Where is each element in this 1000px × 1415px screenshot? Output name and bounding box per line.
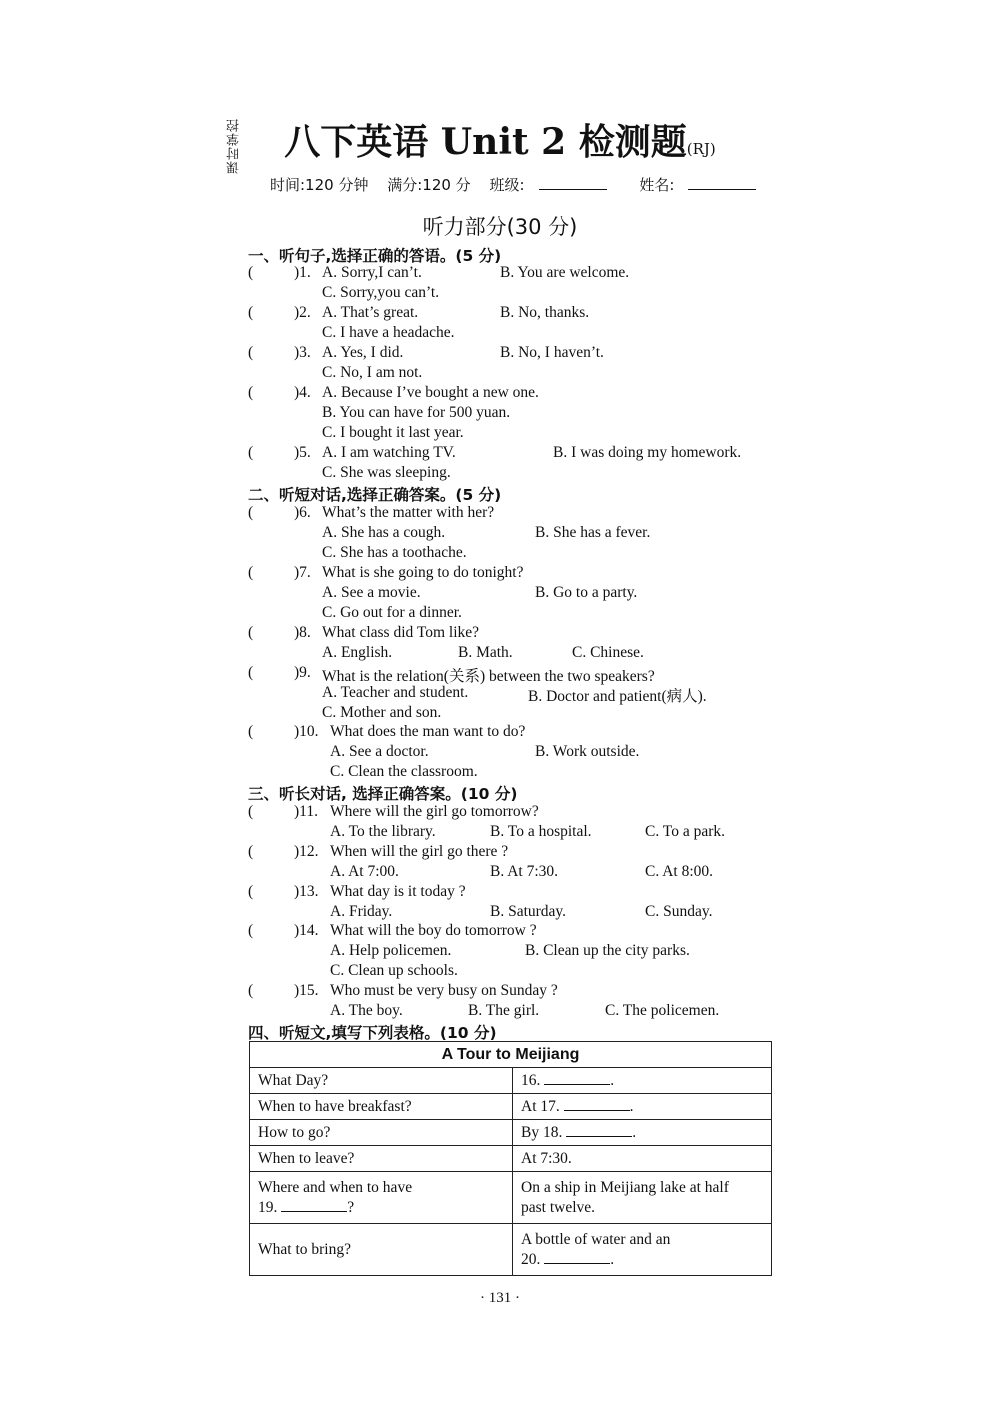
answer-paren[interactable]: ( [248,384,254,401]
option-c: C. She has a toothache. [322,544,467,561]
answer-paren[interactable]: ( [248,304,254,321]
question-number: )12. [294,843,319,860]
option-c: C. Chinese. [572,644,644,661]
option-b: B. No, I haven’t. [500,344,604,361]
table-title: A Tour to Meijiang [250,1042,772,1068]
question-number: )5. [294,444,311,461]
question-number: )8. [294,624,311,641]
question-number: )2. [294,304,311,321]
option-a: A. The boy. [330,1002,403,1019]
question-number: )4. [294,384,311,401]
question-stem: What’s the matter with her? [322,504,495,521]
table-header-row [250,1042,772,1068]
score-info: 满分:120 分 [387,176,471,194]
option-b: B. You can have for 500 yuan. [322,404,511,421]
section-2-heading: 二、听短对话,选择正确答案。(5 分) [248,486,502,504]
section-4-heading: 四、听短文,填写下列表格。(10 分) [248,1024,497,1042]
option-a: A. See a doctor. [330,743,429,760]
option-a: A. She has a cough. [322,524,446,541]
question-number: )7. [294,564,311,581]
option-a: A. See a movie. [322,584,421,601]
table-row [250,1120,772,1146]
option-b: B. To a hospital. [490,823,592,840]
section-3-heading: 三、听长对话, 选择正确答案。(10 分) [248,785,518,803]
answer-paren[interactable]: ( [248,723,254,740]
option-b: B. Doctor and patient(病人). [528,688,707,705]
question-stem: Where will the girl go tomorrow? [330,803,539,820]
option-b: B. No, thanks. [500,304,590,321]
answer-paren[interactable]: ( [248,564,254,581]
table-cell-answer: By 18. . [513,1120,772,1146]
option-a: A. Teacher and student. [322,684,469,701]
question-number: )1. [294,264,311,281]
table-cell-question: Where and when to have 19. ? [250,1172,513,1224]
answer-blank-19[interactable] [281,1198,347,1212]
option-a: A. Because I’ve bought a new one. [322,384,539,401]
table-cell-question: How to go? [250,1120,513,1146]
question-number: )3. [294,344,311,361]
question-stem: What is the relation(关系) between the two speakers? [322,668,655,685]
question-number: )10. [294,723,319,740]
option-a: A. To the library. [330,823,436,840]
question-number: )6. [294,504,311,521]
answer-paren[interactable]: ( [248,664,254,681]
option-a: A. Help policemen. [330,942,452,959]
answer-blank-20[interactable] [544,1250,610,1264]
option-a: A. Sorry,I can’t. [322,264,422,281]
option-c: C. I have a headache. [322,324,455,341]
answer-paren[interactable]: ( [248,843,254,860]
option-c: C. She was sleeping. [322,464,451,481]
side-label: 课时掌控 [227,118,242,174]
time-info: 时间:120 分钟 [270,176,369,194]
option-b: B. You are welcome. [500,264,630,281]
page-number: · 131 · [480,1290,520,1306]
table-cell-answer: At 7:30. [513,1146,772,1172]
table-cell-question: What Day? [250,1068,513,1094]
question-stem: When will the girl go there ? [330,843,509,860]
table-cell-answer: On a ship in Meijiang lake at half past twelve. [513,1172,772,1224]
answer-paren[interactable]: ( [248,803,254,820]
answer-paren[interactable]: ( [248,504,254,521]
question-stem: What is she going to do tonight? [322,564,524,581]
name-label: 姓名: [639,176,770,194]
table-cell-question: What to bring? [250,1224,513,1276]
option-a: A. I am watching TV. [322,444,456,461]
question-number: )11. [294,803,318,820]
option-a: A. Friday. [330,903,393,920]
title-text: 八下英语 Unit 2 检测题 [284,121,687,163]
option-b: B. I was doing my homework. [553,444,742,461]
table-row [250,1172,772,1224]
table-cell-answer: 16. . [513,1068,772,1094]
answer-paren[interactable]: ( [248,444,254,461]
option-b: B. Math. [458,644,513,661]
option-a: A. At 7:00. [330,863,399,880]
option-b: B. Go to a party. [535,584,638,601]
option-c: C. No, I am not. [322,364,423,381]
table-cell-answer: At 17. . [513,1094,772,1120]
exam-meta [270,174,784,195]
part-title: 听力部分(30 分) [422,215,578,239]
answer-paren[interactable]: ( [248,264,254,281]
page-title [0,114,1000,165]
table-cell-question: When to leave? [250,1146,513,1172]
option-c: C. Sorry,you can’t. [322,284,440,301]
answer-paren[interactable]: ( [248,922,254,939]
option-c: C. Go out for a dinner. [322,604,462,621]
question-stem: What does the man want to do? [330,723,526,740]
option-c: C. Clean the classroom. [330,763,478,780]
answer-paren[interactable]: ( [248,624,254,641]
answer-paren[interactable]: ( [248,344,254,361]
class-blank[interactable] [539,175,607,190]
option-c: C. I bought it last year. [322,424,464,441]
option-c: C. To a park. [645,823,725,840]
question-stem: What day is it today ? [330,883,466,900]
option-a: A. That’s great. [322,304,419,321]
question-stem: What will the boy do tomorrow ? [330,922,537,939]
option-b: B. Work outside. [535,743,640,760]
option-c: C. Clean up schools. [330,962,458,979]
table-row [250,1146,772,1172]
question-number: )9. [294,664,311,681]
table-row [250,1224,772,1276]
option-b: B. Clean up the city parks. [525,942,690,959]
option-c: C. Sunday. [645,903,713,920]
answer-blank-18[interactable] [566,1123,632,1137]
table-row [250,1094,772,1120]
option-b: B. Saturday. [490,903,567,920]
name-blank[interactable] [688,175,756,190]
option-c: C. The policemen. [605,1002,720,1019]
tour-table [249,1041,772,1276]
question-stem: What class did Tom like? [322,624,480,641]
answer-blank-17[interactable] [564,1097,630,1111]
option-c: C. Mother and son. [322,704,442,721]
option-a: A. Yes, I did. [322,344,404,361]
question-number: )14. [294,922,319,939]
question-stem: Who must be very busy on Sunday ? [330,982,558,999]
option-b: B. She has a fever. [535,524,651,541]
option-a: A. English. [322,644,393,661]
table-cell-question: When to have breakfast? [250,1094,513,1120]
question-number: )15. [294,982,319,999]
table-row [250,1068,772,1094]
option-c: C. At 8:00. [645,863,714,880]
class-label: 班级: [489,176,620,194]
table-cell-answer: A bottle of water and an 20. . [513,1224,772,1276]
option-b: B. The girl. [468,1002,540,1019]
section-1-heading: 一、听句子,选择正确的答语。(5 分) [248,247,502,265]
option-b: B. At 7:30. [490,863,559,880]
question-number: )13. [294,883,319,900]
answer-paren[interactable]: ( [248,982,254,999]
answer-blank-16[interactable] [544,1071,610,1085]
answer-paren[interactable]: ( [248,883,254,900]
title-suffix: (RJ) [686,140,716,158]
